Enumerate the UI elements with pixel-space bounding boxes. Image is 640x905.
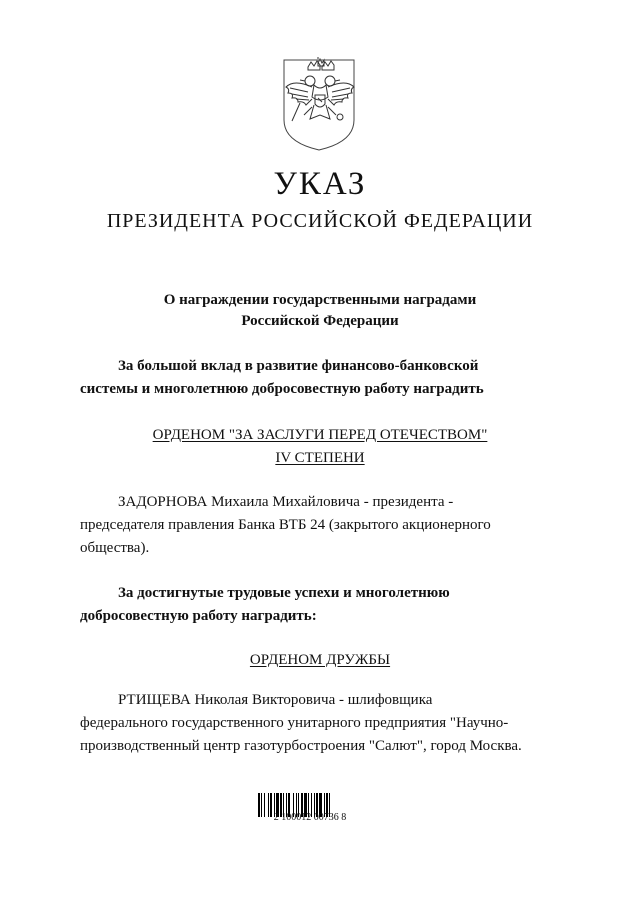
section1-intro	[80, 355, 562, 401]
subject-line-1: О награждении государственными наградами	[163, 292, 477, 308]
word: в	[244, 358, 253, 374]
word: -	[448, 494, 454, 510]
award-order-merit	[0, 424, 640, 470]
word: Михаила	[211, 494, 269, 510]
word: -	[339, 692, 344, 708]
recipient1-line-2: председателя правления Банка ВТБ 24 (закрытого акционерного	[80, 517, 491, 533]
word: За	[118, 585, 134, 601]
section1-recipient	[80, 491, 562, 560]
recipient2-line-3: производственный центр газотурбостроения "Салют", город Москва.	[80, 738, 522, 754]
word: Николая	[194, 692, 249, 708]
word: и	[343, 585, 352, 601]
recipient2-line-2: федерального государственного унитарного предприятия "Научно-	[80, 715, 509, 731]
document-title: УКАЗ	[273, 166, 367, 202]
section2-intro-line-1	[80, 582, 562, 605]
document-subtitle: ПРЕЗИДЕНТА РОССИЙСКОЙ ФЕДЕРАЦИИ	[106, 210, 534, 232]
word: трудовые	[227, 585, 291, 601]
word: многолетнюю	[355, 585, 450, 601]
award-line	[0, 424, 640, 447]
recipient2-line-1	[80, 689, 562, 712]
decree-subject	[0, 290, 640, 332]
award-order-merit-name: ОРДЕНОМ "ЗА ЗАСЛУГИ ПЕРЕД ОТЕЧЕСТВОМ"	[152, 427, 488, 443]
word: Викторовича	[251, 692, 336, 708]
word: финансово-банковской	[321, 358, 479, 374]
section2-recipient	[80, 689, 562, 758]
word: развитие	[256, 358, 318, 374]
coat-of-arms-icon	[278, 57, 360, 153]
section1-intro-line-2: системы и многолетнюю добросовестную работу наградить	[80, 381, 484, 397]
word: успехи	[294, 585, 340, 601]
award-order-friendship	[0, 649, 640, 672]
word: большой	[137, 358, 197, 374]
award-order-merit-degree: IV СТЕПЕНИ	[275, 450, 365, 466]
word: шлифовщика	[347, 692, 433, 708]
award-line	[0, 649, 640, 672]
award-order-friendship-name: ОРДЕНОМ ДРУЖБЫ	[249, 652, 391, 668]
recipient-surname: ЗАДОРНОВА	[118, 494, 208, 510]
word: достигнутые	[137, 585, 224, 601]
recipient1-line-1	[80, 491, 562, 514]
word: вклад	[200, 358, 241, 374]
word: президента	[372, 494, 445, 510]
recipient1-line-3: общества).	[80, 540, 150, 556]
word: -	[363, 494, 369, 510]
subject-line-2: Российской Федерации	[241, 313, 399, 329]
section2-intro-line-2: добросовестную работу наградить:	[80, 608, 317, 624]
barcode-number: 2 100012 00736 8	[273, 812, 347, 823]
award-line	[0, 447, 640, 470]
section1-intro-line-1	[80, 355, 562, 378]
word: Михайловича	[272, 494, 360, 510]
recipient-surname: РТИЩЕВА	[118, 692, 191, 708]
section2-intro	[80, 582, 562, 628]
word: За	[118, 358, 134, 374]
